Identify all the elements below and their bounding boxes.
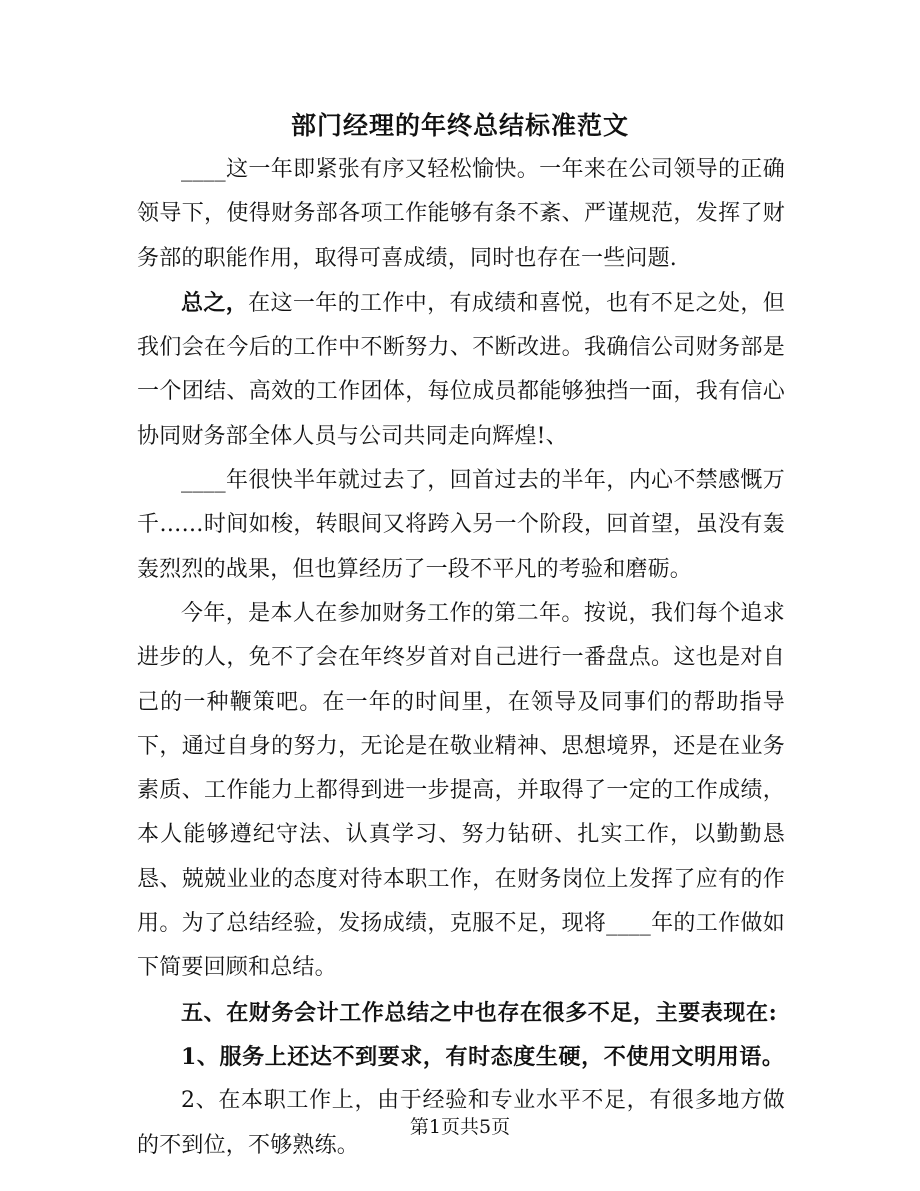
paragraph-lead: 总之， xyxy=(181,289,249,316)
paragraph-text: 在这一年的工作中，有成绩和喜悦，也有不足之处，但我们会在今后的工作中不断努力、不断改进。我确信公司财务部是一个团结、高效的工作团体，每位成员都能够独挡一面，我有信心协同财务部全体人员与公司共同走向辉煌!、 xyxy=(137,290,785,449)
paragraph-intro xyxy=(137,148,785,281)
paragraph-half-year xyxy=(137,459,785,592)
paragraph-text: 今年，是本人在参加财务工作的第二年。按说，我们每个追求进步的人，免不了会在年终岁首对自己进行一番盘点。这也是对自己的一种鞭策吧。在一年的时间里，在领导及同事们的帮助指导下，通过自身的努力，无论是在敬业精神、思想境界，还是在业务素质、工作能力上都得到进一步提高，并取得了一定的工作成绩，本人能够遵纪守法、认真学习、努力钻研、扎实工作，以勤勤恳恳、兢兢业业的态度对待本职工作，在财务岗位上发挥了应有的作用。为了总结经验，发扬成绩，克服不足，现将____年的工作做如下简要回顾和总结。 xyxy=(137,600,785,981)
page-indicator: 第1页共5页 xyxy=(409,1116,511,1138)
paragraph-text: ____这一年即紧张有序又轻松愉快。一年来在公司领导的正确领导下，使得财务部各项工作能够有条不紊、严谨规范，发挥了财务部的职能作用，取得可喜成绩，同时也存在一些问题. xyxy=(137,157,785,271)
section-heading-five: 五、在财务会计工作总结之中也存在很多不足，主要表现在: xyxy=(181,999,778,1026)
list-item-two: 2、在本职工作上，由于经验和专业水平不足，有很多地方做的不到位，不够熟练。 xyxy=(137,1088,785,1158)
list-item-one: 1、服务上还达不到要求，有时态度生硬，不使用文明用语。 xyxy=(181,1043,785,1070)
paragraph-text: ____年很快半年就过去了，回首过去的半年，内心不禁感慨万千……时间如梭，转眼间又将跨入另一个阶段，回首望，虽没有轰轰烈烈的战果，但也算经历了一段不平凡的考验和磨砺。 xyxy=(137,468,785,582)
paragraph-summary xyxy=(137,281,785,459)
document-title: 部门经理的年终总结标准范文 xyxy=(290,111,629,140)
document-body xyxy=(137,148,785,1168)
paragraph-this-year xyxy=(137,592,785,991)
